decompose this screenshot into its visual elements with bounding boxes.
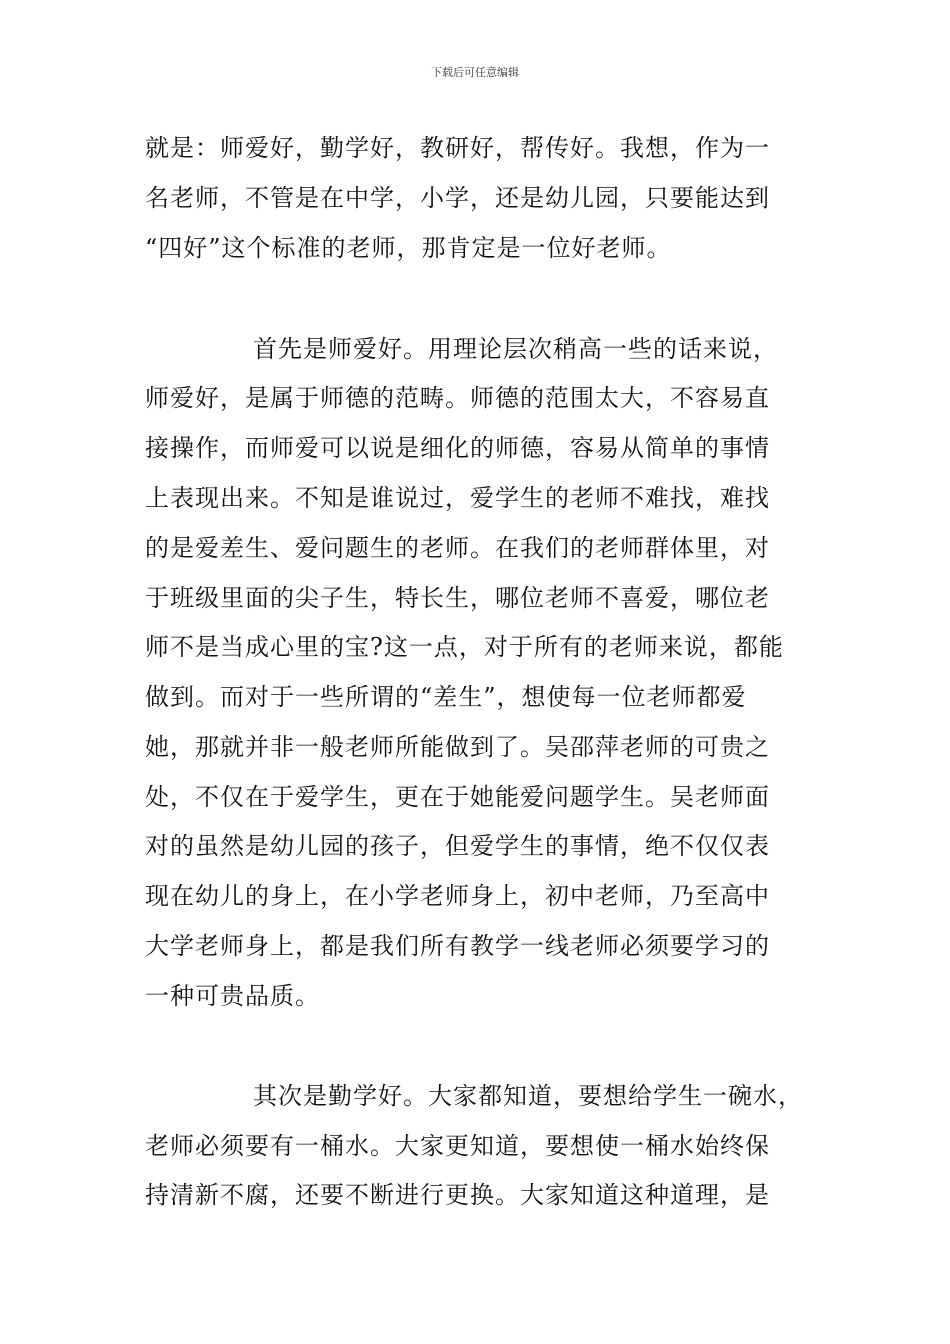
- text-line: 大学老师身上，都是我们所有教学一线老师必须要学习的: [145, 932, 770, 960]
- text-line: 她，那就并非一般老师所能做到了。吴邵萍老师的可贵之: [145, 733, 770, 761]
- text-line: 名老师，不管是在中学，小学，还是幼儿园，只要能达到: [145, 184, 770, 212]
- text-line: 现在幼儿的身上，在小学老师身上，初中老师，乃至高中: [145, 882, 770, 910]
- text-line: 于班级里面的尖子生，特长生，哪位老师不喜爱，哪位老: [145, 584, 770, 612]
- text-line: 其次是勤学好。大家都知道，要想给学生一碗水，: [253, 1082, 803, 1110]
- page-header: 下载后可任意编辑: [431, 66, 519, 79]
- text-line: 的是爱差生、爱问题生的老师。在我们的老师群体里，对: [145, 534, 770, 562]
- text-line: 老师必须要有一桶水。大家更知道，要想使一桶水始终保: [145, 1132, 770, 1160]
- text-line: 上表现出来。不知是谁说过，爱学生的老师不难找，难找: [145, 484, 770, 512]
- text-line: 就是：师爱好，勤学好，教研好，帮传好。我想，作为一: [145, 134, 770, 162]
- text-line: 首先是师爱好。用理论层次稍高一些的话来说，: [253, 335, 778, 363]
- text-line: 接操作，而师爱可以说是细化的师德，容易从简单的事情: [145, 434, 770, 462]
- text-line: 处，不仅在于爱学生，更在于她能爱问题学生。吴老师面: [145, 783, 770, 811]
- text-line: 对的虽然是幼儿园的孩子，但爱学生的事情，绝不仅仅表: [145, 832, 770, 860]
- text-line: 持清新不腐，还要不断进行更换。大家知道这种道理，是: [145, 1181, 770, 1209]
- text-line: 一种可贵品质。: [145, 982, 320, 1010]
- text-line: “四好”这个标准的老师，那肯定是一位好老师。: [145, 234, 672, 262]
- text-line: 做到。而对于一些所谓的“差生”，想使每一位老师都爱: [145, 683, 747, 711]
- text-line: 师不是当成心里的宝?这一点，对于所有的老师来说，都能: [145, 633, 784, 661]
- text-line: 师爱好，是属于师德的范畴。师德的范围太大，不容易直: [145, 384, 770, 412]
